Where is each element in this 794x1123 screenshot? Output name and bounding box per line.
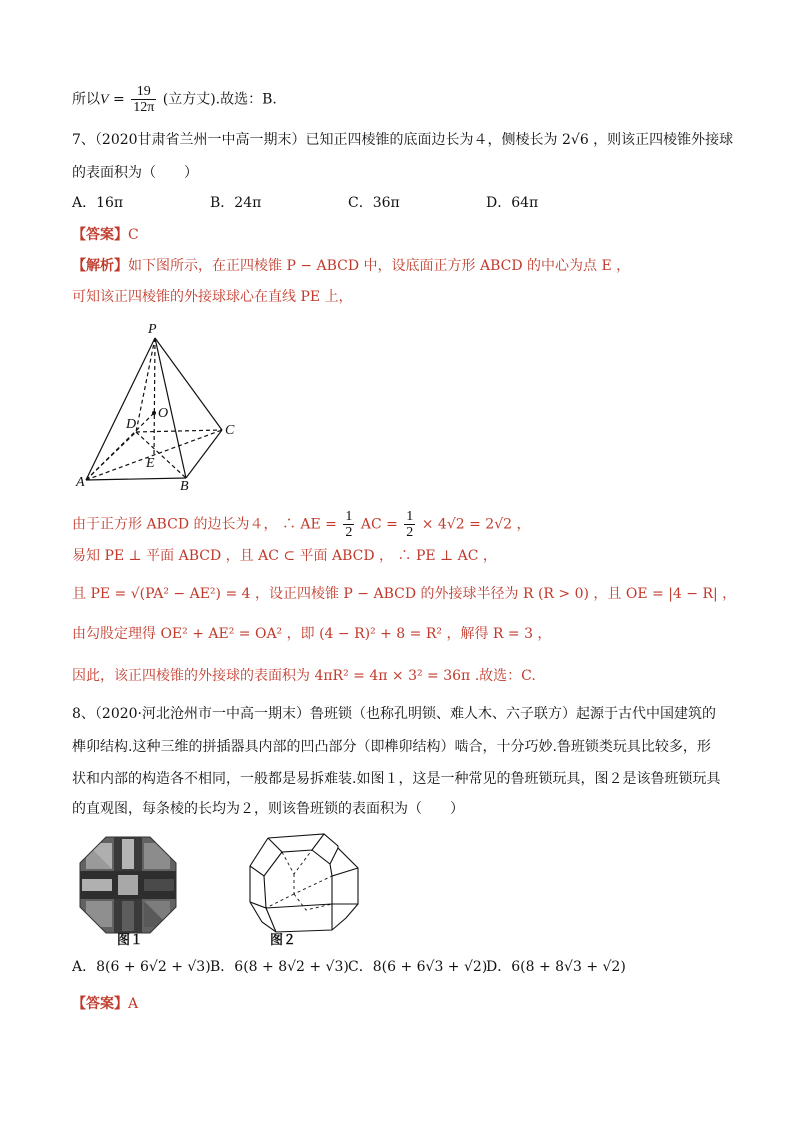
q7-option-a: A．16π: [72, 195, 124, 211]
prev-frac-num: 19: [131, 84, 156, 100]
q8-option-a: A．8(6 + 6√2 + √3): [72, 959, 211, 975]
edge-bc: [186, 430, 222, 478]
prev-prefix: 所以: [72, 91, 100, 108]
q8-answer-line: [72, 994, 138, 1014]
prev-fraction: [131, 84, 156, 115]
s3-frac1: [343, 509, 354, 540]
q7-analysis-line7: 因此，该正四棱锥的外接球的表面积为 4πR² = 4π × 3² = 36π .故选：C.: [72, 668, 536, 684]
pyramid-figure: [72, 318, 252, 490]
fig1-caption: 图１: [117, 933, 144, 948]
prev-eq: =: [108, 91, 125, 108]
s3-a: 由于正方形 ABCD 的边长为４，: [72, 516, 278, 533]
q8-option-b: B．6(8 + 8√2 + √3): [210, 959, 349, 975]
q7-stem-line2: 的表面积为（ ）: [72, 165, 198, 181]
q8-stem-line1: 8、（2020·河北沧州市一中高一期末）鲁班锁（也称孔明锁、难人木、六子联方）起源于古代中国建筑的: [72, 706, 716, 722]
q8-stem-line4: 的直观图，每条棱的长均为２，则该鲁班锁的表面积为（ ）: [72, 801, 464, 817]
q8-option-d: D．6(8 + 8√3 + √2): [486, 959, 626, 975]
q7-answer-tag: 【答案】: [72, 227, 128, 243]
s3-frac1-num: 1: [345, 509, 353, 524]
edge-pd: [136, 338, 155, 432]
q8-stem-line3: 状和内部的构造各不相同，一般都是易拆难装.如图１，这是一种常见的鲁班锁玩具，图２是该鲁班锁玩具: [72, 771, 721, 787]
q8-stem-line2: 榫卯结构.这种三维的拼插器具内部的凹凸部分（即榫卯结构）啮合，十分巧妙.鲁班锁类玩具比较多，形: [72, 739, 711, 755]
s3-c: AC =: [360, 516, 398, 533]
s3-frac2: [404, 509, 415, 540]
label-a: A: [76, 475, 85, 490]
edge-dc: [136, 430, 222, 432]
q7-answer: C: [128, 227, 139, 243]
fig2-caption: 图２: [270, 933, 297, 948]
label-p: P: [148, 322, 157, 337]
s3-frac1-den: 2: [345, 525, 353, 540]
prev-frac-den: 12π: [133, 100, 155, 115]
label-e: E: [146, 456, 155, 471]
s3-frac2-num: 1: [406, 509, 414, 524]
edge-ab: [86, 478, 186, 480]
label-b: B: [180, 479, 189, 490]
q8-option-c: C．8(6 + 6√3 + √2): [348, 959, 488, 975]
q7-answer-line: [72, 225, 139, 245]
s3-frac2-den: 2: [406, 525, 414, 540]
luban-lock-drawing: [246, 832, 364, 936]
label-o: O: [158, 406, 169, 421]
label-d: D: [126, 417, 137, 432]
q7-option-b: B．24π: [210, 195, 262, 211]
q7-option-c: C．36π: [348, 195, 400, 211]
diag-db: [136, 432, 186, 478]
prev-answer-line: [72, 84, 277, 115]
q7-analysis-line3: [72, 509, 530, 540]
q7-analysis-line4: 易知 PE ⊥ 平面 ABCD ，且 AC ⊂ 平面 ABCD ， ∴ PE ⊥ AC ，: [72, 548, 497, 564]
point-o: [152, 411, 156, 415]
q7-stem-line1: 7、（2020甘肃省兰州一中高一期末）已知正四棱锥的底面边长为４，侧棱长为 2√6 ，则该正四棱锥外接球: [72, 132, 734, 148]
s3-d: × 4√2 = 2√2 ，: [421, 516, 531, 533]
q7-analysis-s1: 如下图所示，在正四棱锥 P − ABCD 中，设底面正方形 ABCD 的中心为点 E ，: [128, 258, 631, 274]
q7-analysis-line5: 且 PE = √(PA² − AE²) = 4 ，设正四棱锥 P − ABCD 的外接球半径为 R (R > 0) ，且 OE = |4 − R| ，: [72, 586, 737, 602]
segment-pe: [154, 338, 155, 455]
q7-option-d: D．64π: [486, 195, 539, 211]
s3-b: ∴ AE =: [281, 516, 337, 533]
label-c: C: [225, 423, 235, 438]
q8-answer: A: [128, 996, 139, 1012]
prev-suffix: (立方丈).故选：B.: [162, 91, 277, 108]
prev-var: V: [100, 92, 109, 108]
q8-answer-tag: 【答案】: [72, 996, 128, 1012]
q7-analysis-line1: [72, 256, 630, 276]
edge-pa: [86, 338, 155, 480]
q7-analysis-line2: 可知该正四棱锥的外接球球心在直线 PE 上，: [72, 289, 353, 305]
q7-analysis-tag: 【解析】: [72, 258, 128, 274]
luban-lock-photo: [78, 835, 178, 935]
q7-analysis-line6: 由勾股定理得 OE² + AE² = OA² ，即 (4 − R)² + 8 = R² ，解得 R = 3 ，: [72, 626, 552, 642]
